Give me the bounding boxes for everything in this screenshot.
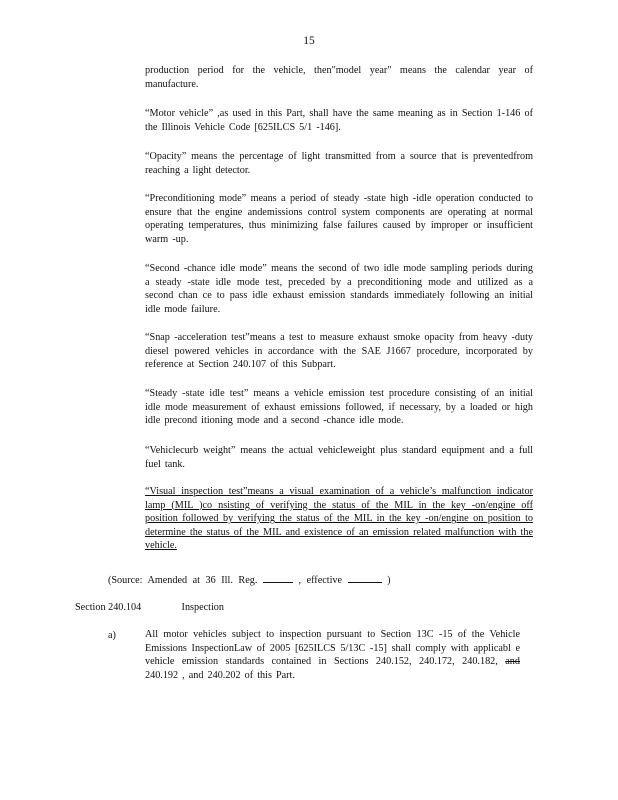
- section-title: Inspection: [181, 602, 224, 613]
- definition-motor-vehicle: “Motor vehicle” ,as used in this Part, shall have the same meaning as in Section 1-146 of the Illinois Vehicle Code [625ILCS 5/1 -146].: [145, 108, 533, 133]
- definition-vehicle-curb-weight: “Vehiclecurb weight” means the actual vehicleweight plus standard equipment and a full fuel tank.: [145, 445, 533, 470]
- reg-blank: [263, 573, 293, 583]
- item-a-text-after: 240.192 , and 240.202 of this Part.: [145, 669, 295, 681]
- item-a-text: [145, 628, 520, 682]
- definition-model-year-continuation: production period for the vehicle, then"model year" means the calendar year of manufacture.: [145, 65, 533, 90]
- item-a-struck-text: and: [505, 656, 520, 668]
- definition-visual-inspection-test: “Visual inspection test”means a visual examination of a vehicle’s malfunction indicator lamp (MIL )co nsisting of verifying the status of the MIL in the key -on/engine off position followed by verifying the status of the MIL in the key -on/engine on position to determine the status of the MIL and existence of an emission related malfunction with the vehicle.: [145, 486, 533, 552]
- definition-preconditioning-mode: “Preconditioning mode” means a period of steady -state high -idle operation conducted to ensure that the engine andemissions control system components are operating at normal operating temperatures, thus minimizing false failures caused by improper or insufficient warm -up.: [145, 193, 533, 245]
- section-label: Section 240.104: [75, 602, 142, 613]
- definition-opacity: “Opacity” means the percentage of light transmitted from a source that is preventedfrom reaching a light detector.: [145, 151, 533, 176]
- definition-steady-state-idle-test: “Steady -state idle test” means a vehicle emission test procedure consisting of an initial idle mode measurement of exhaust emissions followed, if necessary, by a loaded or high idle precond itioning mode and a second -chance idle mode.: [145, 388, 533, 427]
- source-note: [108, 573, 391, 586]
- item-a-text-before: All motor vehicles subject to inspection pursuant to Section 13C -15 of the Vehicle Emissions InspectionLaw of 2005 [625ILCS 5/13C -15] shall comply with applicabl e vehicle emission standards contained in Sections 240.152, 240.172, 240.182,: [145, 629, 520, 668]
- effective-blank: [348, 573, 382, 583]
- page-number: 15: [303, 35, 315, 47]
- section-heading: [75, 602, 224, 613]
- source-suffix: ): [387, 575, 391, 586]
- source-middle: , effective: [298, 575, 343, 586]
- source-prefix: (Source: Amended at 36 Ill. Reg.: [108, 575, 258, 586]
- definition-snap-acceleration-test: “Snap -acceleration test”means a test to measure exhaust smoke opacity from heavy -duty diesel powered vehicles in accordance with the SAE J1667 procedure, incorporated by reference at Section 240.107 of this Subpart.: [145, 332, 533, 371]
- item-a-label: a): [108, 630, 116, 641]
- definition-second-chance-idle-mode: “Second -chance idle mode” means the second of two idle mode sampling periods during a steady -state idle mode test, preceded by a preconditioning mode and utilized as a second chan ce to pass idle exhaust emission standards immediately following an initial idle mode failure.: [145, 263, 533, 315]
